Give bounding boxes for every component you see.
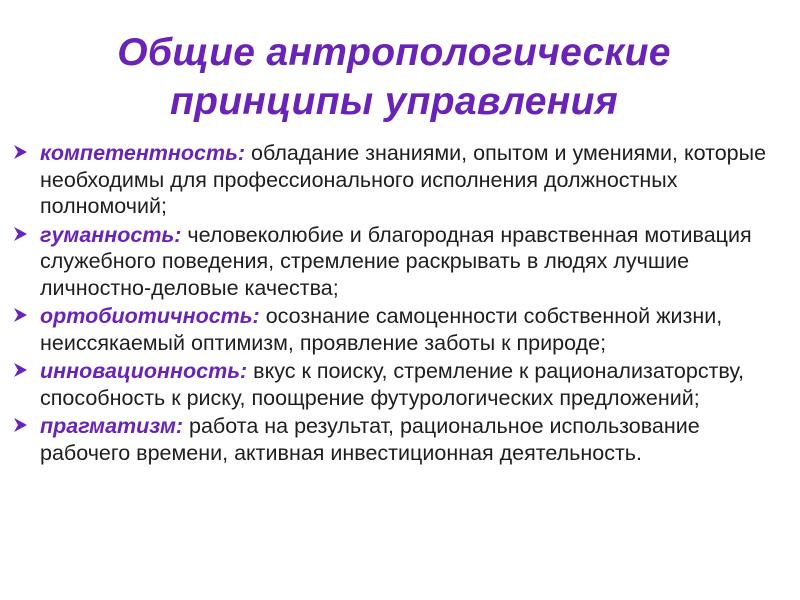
principle-item-orthobiotics bbox=[10, 303, 778, 356]
principle-item-competence bbox=[10, 140, 778, 220]
principle-item-innovation bbox=[10, 358, 778, 411]
slide-title bbox=[10, 28, 778, 126]
arrowhead-bullet-icon bbox=[12, 362, 28, 378]
principle-term: гуманность: bbox=[40, 222, 182, 247]
principle-item-pragmatism bbox=[10, 413, 778, 466]
principle-description: работа на результат, рациональное использование рабочего времени, активная инвестиционная деятельность. bbox=[40, 414, 700, 465]
slide-title-line-2: принципы управления bbox=[169, 80, 619, 123]
principle-term: инновационность: bbox=[40, 359, 248, 383]
principles-list bbox=[10, 140, 778, 466]
principle-description: обладание знаниями, опытом и умениями, которые необходимы для профессионального исполнения должностных полномочий; bbox=[40, 141, 767, 218]
arrowhead-bullet-icon bbox=[12, 307, 28, 323]
principle-term: ортобиотичность: bbox=[40, 304, 260, 328]
principle-description: человеколюбие и благородная нравственная мотивация служебного поведения, стремление раскрывать в людях лучшие личностно-деловые качества; bbox=[40, 222, 752, 300]
principle-term: прагматизм: bbox=[40, 414, 184, 438]
principle-item-humanity bbox=[10, 222, 778, 302]
arrowhead-bullet-icon bbox=[12, 417, 28, 433]
principle-description: осознание самоценности собственной жизни, неиссякаемый оптимизм, проявление заботы к природе; bbox=[40, 304, 723, 355]
arrowhead-bullet-icon bbox=[12, 144, 28, 160]
slide-title-line-1: Общие антропологические bbox=[117, 31, 671, 74]
arrowhead-bullet-icon bbox=[12, 226, 28, 242]
principle-term: компетентность: bbox=[40, 141, 246, 165]
principle-description: вкус к поиску, стремление к рационализаторству, способность к риску, поощрение футурологических предложений; bbox=[40, 359, 744, 410]
